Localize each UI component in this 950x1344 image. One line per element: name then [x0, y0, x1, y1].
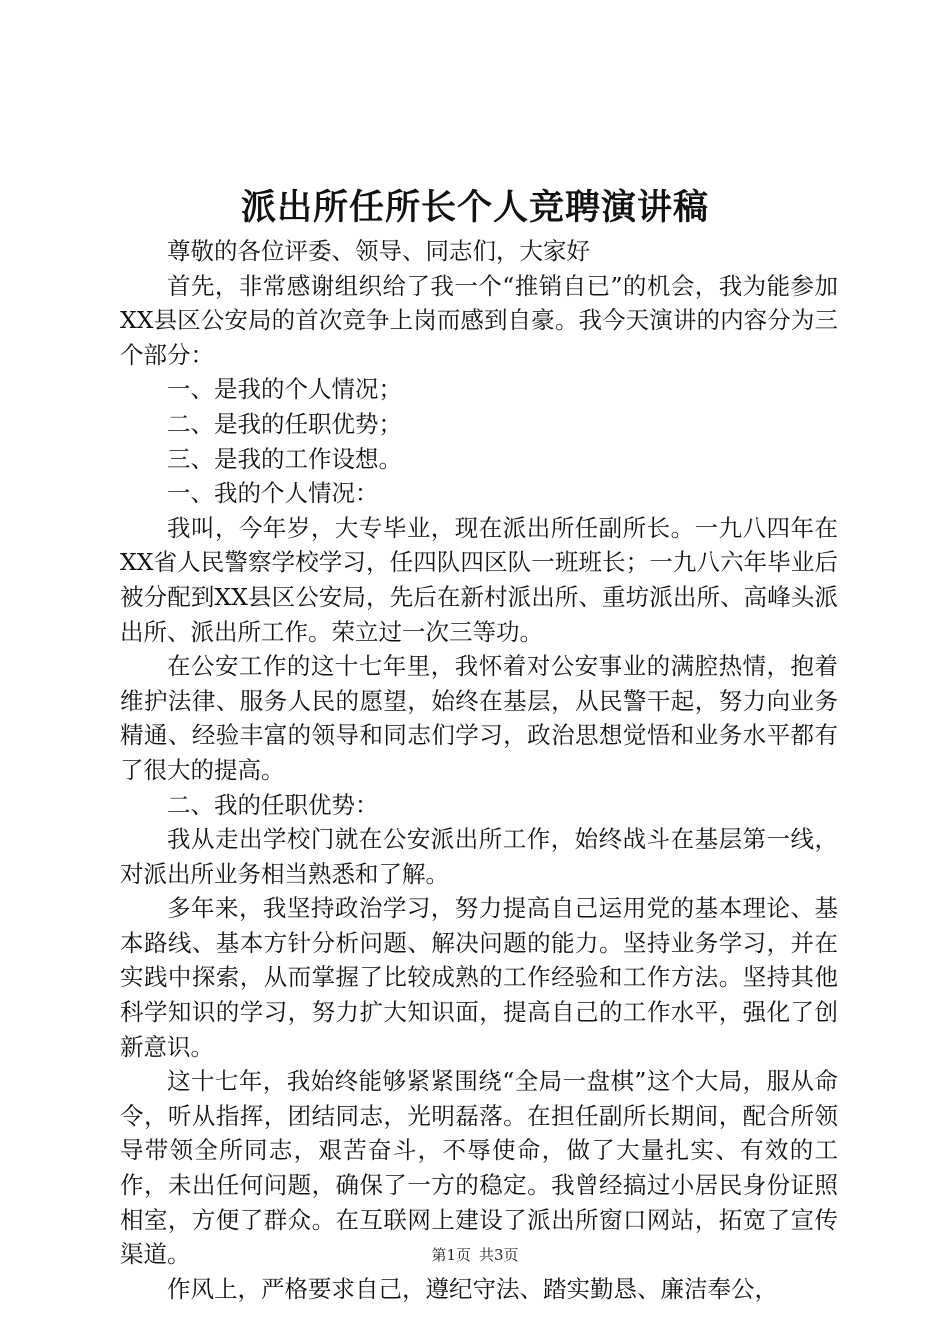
paragraph-work-style: 作风上，严格要求自己，遵纪守法、踏实勤恳、廉洁奉公，	[167, 1274, 778, 1303]
paragraph-overall-situation: 这十七年，我始终能够紧紧围绕“全局一盘棋”这个大局，服从命令，听从指挥，团结同志，光明磊落。在担任副所长期间，配合所领导带领全所同志，艰苦奋斗，不辱使命，做了大量扎实、有效的工作，未出任何问题，确保了一方的稳定。我曾经搞过小居民身份证照相室，方便了群众。在互联网上建设了派出所窗口网站，拓宽了宣传渠道。	[120, 1067, 838, 1269]
section-heading-personal: 一、我的个人情况：	[167, 479, 379, 508]
page-number: 第1页	[431, 1246, 471, 1264]
paragraph-study: 多年来，我坚持政治学习，努力提高自己运用党的基本理论、基本路线、基本方针分析问题、解决问题的能力。坚持业务学习，并在实践中探索，从而掌握了比较成熟的工作经验和工作方法。坚持其他科学知识的学习，努力扩大知识面，提高自己的工作水平，强化了创新意识。	[120, 894, 838, 1061]
paragraph-intro: 首先，非常感谢组织给了我一个“推销自已”的机会，我为能参加XX县区公安局的首次竞争上岗而感到自豪。我今天演讲的内容分为三个部分：	[120, 271, 838, 369]
section-heading-advantages: 二、我的任职优势：	[167, 790, 379, 819]
paragraph-greeting: 尊敬的各位评委、领导、同志们，大家好	[167, 237, 590, 265]
paragraph-outline-2: 二、是我的任职优势；	[167, 409, 402, 438]
paragraph-outline-1: 一、是我的个人情况；	[167, 375, 402, 404]
page-footer	[0, 1243, 950, 1267]
document-title: 派出所任所长个人竞聘演讲稿	[240, 187, 709, 228]
paragraph-personal-background: 我叫，今年岁，大专毕业，现在派出所任副所长。一九八四年在XX省人民警察学校学习，任四队四区队一班班长；一九八六年毕业后被分配到XX县区公安局，先后在新村派出所、重坊派出所、高峰头派出所、派出所工作。荣立过一次三等功。	[120, 513, 838, 646]
page-total: 共3页	[479, 1246, 519, 1264]
paragraph-frontline: 我从走出学校门就在公安派出所工作，始终战斗在基层第一线，对派出所业务相当熟悉和了解。	[120, 825, 838, 888]
document-body	[120, 234, 838, 1306]
paragraph-seventeen-years: 在公安工作的这十七年里，我怀着对公安事业的满腔热情，抱着维护法律、服务人民的愿望，始终在基层，从民警干起，努力向业务精通、经验丰富的领导和同志们学习，政治思想觉悟和业务水平都有了很大的提高。	[120, 652, 838, 784]
paragraph-outline-3: 三、是我的工作设想。	[167, 444, 402, 473]
